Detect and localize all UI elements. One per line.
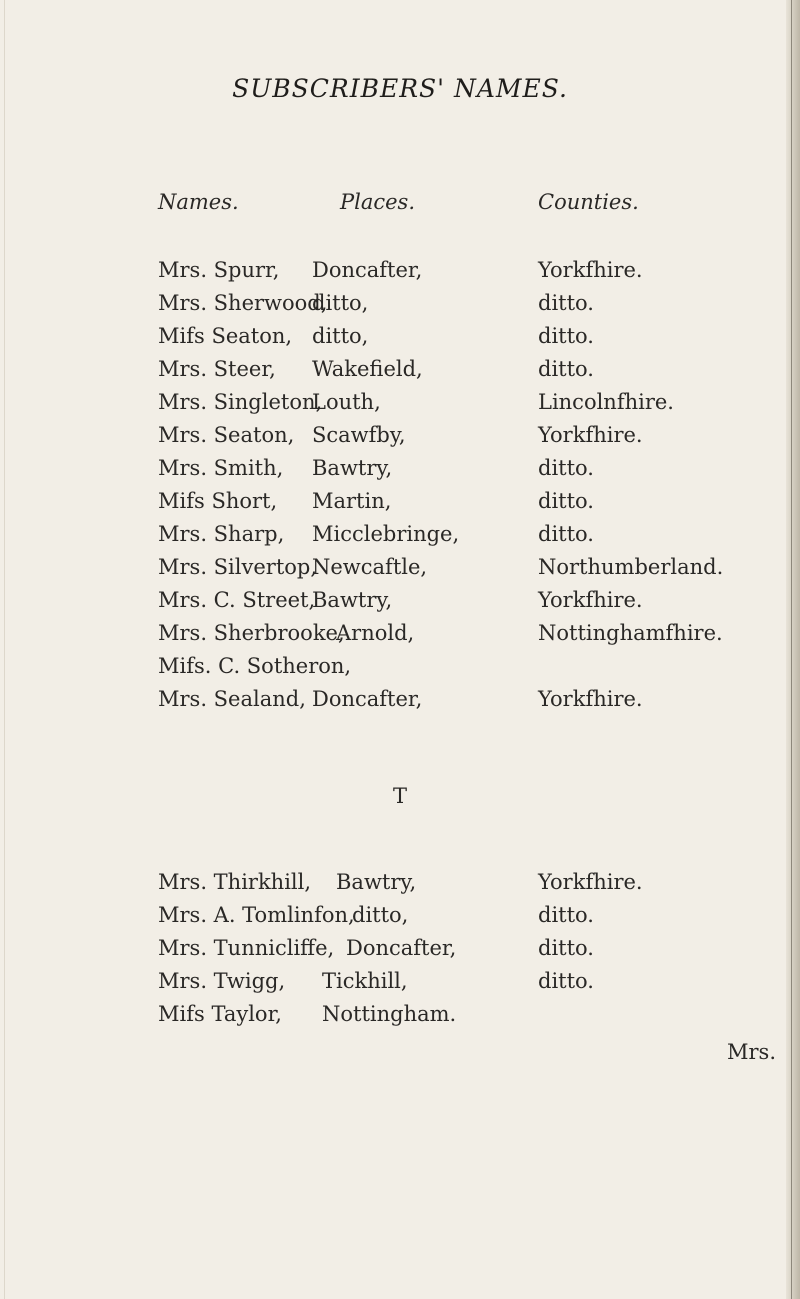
subscriber-place: Scawfby, xyxy=(312,423,406,447)
page-left-edge xyxy=(4,0,5,1299)
subscriber-county: ditto. xyxy=(538,489,594,513)
subscriber-name: Mrs. A. Tomlinfon, xyxy=(158,903,355,927)
header-counties: Counties. xyxy=(538,190,639,214)
subscriber-name: Mrs. Singleton, xyxy=(158,390,323,414)
subscriber-place: Nottingham. xyxy=(322,1002,457,1026)
subscriber-county: Nottinghamfhire. xyxy=(538,621,723,645)
subscriber-county: Yorkfhire. xyxy=(538,588,643,612)
subscriber-place: Newcaftle, xyxy=(312,555,428,579)
subscriber-name: Mifs Seaton, xyxy=(158,324,293,348)
subscriber-county: Northumberland. xyxy=(538,555,724,579)
header-places: Places. xyxy=(340,190,416,214)
subscriber-place: Doncafter, xyxy=(346,936,457,960)
subscriber-county: ditto. xyxy=(538,291,594,315)
subscriber-county: ditto. xyxy=(538,903,594,927)
page-right-edge xyxy=(786,0,800,1299)
subscriber-place: ditto, xyxy=(352,903,409,927)
subscriber-place: Arnold, xyxy=(336,621,415,645)
subscriber-name: Mifs Short, xyxy=(158,489,278,513)
subscriber-place: Bawtry, xyxy=(312,588,393,612)
subscriber-place: Tickhill, xyxy=(322,969,408,993)
subscriber-county: Lincolnfhire. xyxy=(538,390,674,414)
subscriber-place: Bawtry, xyxy=(312,456,393,480)
subscriber-name: Mrs. Sherwood, xyxy=(158,291,328,315)
subscriber-name: Mrs. Silvertop, xyxy=(158,555,318,579)
subscriber-name: Mrs. Spurr, xyxy=(158,258,280,282)
subscriber-county: ditto. xyxy=(538,357,594,381)
header-names: Names. xyxy=(158,190,239,214)
subscriber-name: Mrs. Seaton, xyxy=(158,423,295,447)
subscriber-place: Martin, xyxy=(312,489,392,513)
subscriber-name: Mifs. C. Sotheron, xyxy=(158,654,352,678)
subscriber-name: Mifs Taylor, xyxy=(158,1002,282,1026)
subscriber-name: Mrs. Steer, xyxy=(158,357,276,381)
subscriber-county: ditto. xyxy=(538,522,594,546)
subscriber-county: Yorkfhire. xyxy=(538,423,643,447)
subscriber-name: Mrs. Smith, xyxy=(158,456,284,480)
subscriber-place: ditto, xyxy=(312,324,369,348)
subscriber-county: Yorkfhire. xyxy=(538,258,643,282)
catchword: Mrs. xyxy=(727,1040,776,1064)
section-letter-t: T xyxy=(392,784,407,808)
subscriber-place: Doncafter, xyxy=(312,687,423,711)
subscriber-name: Mrs. Sealand, xyxy=(158,687,306,711)
subscriber-county: ditto. xyxy=(538,456,594,480)
subscriber-place: Bawtry, xyxy=(336,870,417,894)
subscriber-name: Mrs. Sherbrooke, xyxy=(158,621,345,645)
subscriber-name: Mrs. Thirkhill, xyxy=(158,870,312,894)
subscriber-county: ditto. xyxy=(538,936,594,960)
subscriber-place: Doncafter, xyxy=(312,258,423,282)
subscriber-county: Yorkfhire. xyxy=(538,870,643,894)
page-title: SUBSCRIBERS' NAMES. xyxy=(232,74,568,103)
subscriber-county: ditto. xyxy=(538,324,594,348)
subscriber-name: Mrs. C. Street, xyxy=(158,588,316,612)
subscriber-county: Yorkfhire. xyxy=(538,687,643,711)
subscriber-place: Louth, xyxy=(312,390,381,414)
page-edge-line xyxy=(791,0,792,1299)
subscriber-place: ditto, xyxy=(312,291,369,315)
subscriber-name: Mrs. Twigg, xyxy=(158,969,286,993)
subscriber-name: Mrs. Tunnicliffe, xyxy=(158,936,335,960)
subscriber-name: Mrs. Sharp, xyxy=(158,522,285,546)
subscriber-place: Wakefield, xyxy=(312,357,423,381)
subscriber-place: Micclebringe, xyxy=(312,522,460,546)
subscriber-county: ditto. xyxy=(538,969,594,993)
